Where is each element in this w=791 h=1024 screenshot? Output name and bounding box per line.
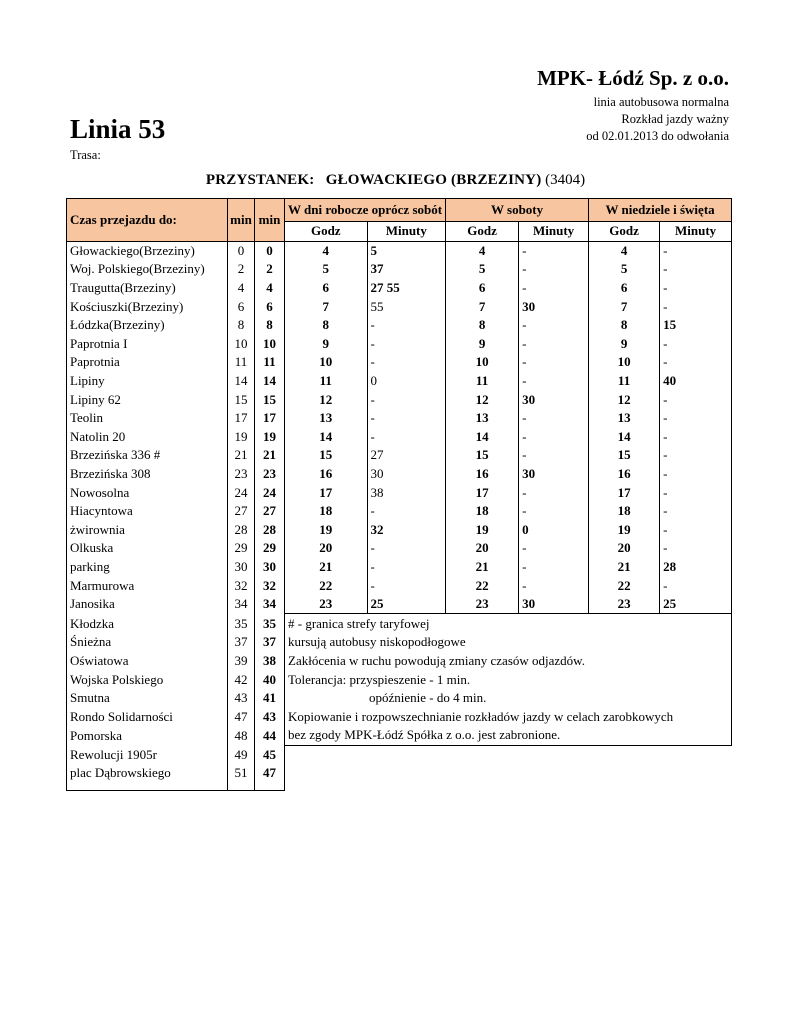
weekday-hour-cell: 19: [285, 521, 368, 540]
saturday-minutes-cell: -: [519, 483, 589, 502]
note-text: Zakłócenia w ruchu powodują zmiany czasów odjazdów.: [285, 652, 732, 671]
saturday-hour-cell: 13: [446, 409, 519, 428]
travel-time-cell: 24: [228, 483, 255, 502]
travel-time-cell: 17: [228, 409, 255, 428]
weekday-hour-cell: 17: [285, 483, 368, 502]
stop-name: GŁOWACKIEGO (BRZEZINY): [325, 172, 542, 188]
sunday-hour-cell: 22: [589, 576, 660, 595]
table-row: [67, 316, 732, 335]
table-row: [67, 521, 732, 540]
weekday-minutes-cell: -: [367, 409, 446, 428]
line-title: Linia 53: [70, 114, 166, 144]
stop-name-cell: Wojska Polskiego: [67, 670, 228, 689]
table-row: [67, 428, 732, 447]
sunday-minutes-cell: -: [660, 428, 732, 447]
weekday-hour-cell: 23: [285, 595, 368, 614]
travel-time-bold-cell: 23: [255, 465, 285, 484]
table-row: [67, 483, 732, 502]
sunday-hour-cell: 4: [589, 241, 660, 260]
sunday-hour-cell: 18: [589, 502, 660, 521]
table-row: [67, 689, 732, 708]
sunday-hour-cell: 7: [589, 297, 660, 316]
weekday-minutes-cell: 27 55: [367, 279, 446, 298]
note-text: kursują autobusy niskopodłogowe: [285, 633, 732, 652]
travel-time-bold-cell: 19: [255, 428, 285, 447]
valid-range: od 02.01.2013 do odwołania: [586, 129, 729, 143]
travel-time-cell: 32: [228, 576, 255, 595]
sunday-hour-cell: 21: [589, 558, 660, 577]
travel-time-bold-cell: 29: [255, 539, 285, 558]
travel-time-bold-cell: 40: [255, 670, 285, 689]
weekday-hour-cell: 16: [285, 465, 368, 484]
travel-time-bold-cell: 0: [255, 241, 285, 260]
travel-time-bold-cell: 21: [255, 446, 285, 465]
weekday-minutes-cell: 25: [367, 595, 446, 614]
travel-time-bold-cell: 47: [255, 764, 285, 791]
stop-name-cell: Głowackiego(Brzeziny): [67, 241, 228, 260]
weekday-minutes-cell: 32: [367, 521, 446, 540]
table-row: [67, 372, 732, 391]
travel-time-cell: 51: [228, 764, 255, 791]
travel-time-cell: 10: [228, 335, 255, 354]
hour-subheader: Godz: [446, 222, 519, 242]
stop-header: [0, 172, 791, 189]
table-row: [67, 595, 732, 614]
weekday-minutes-cell: 38: [367, 483, 446, 502]
minutes-subheader: Minuty: [660, 222, 732, 242]
table-row: [67, 409, 732, 428]
travel-time-bold-cell: 43: [255, 707, 285, 726]
saturday-minutes-cell: -: [519, 446, 589, 465]
weekday-hour-cell: 22: [285, 576, 368, 595]
weekday-hour-cell: 9: [285, 335, 368, 354]
saturday-minutes-cell: -: [519, 558, 589, 577]
saturday-hour-cell: 20: [446, 539, 519, 558]
table-row: [67, 446, 732, 465]
stop-name-cell: Olkuska: [67, 539, 228, 558]
sunday-hour-cell: 5: [589, 260, 660, 279]
valid-label: Rozkład jazdy ważny: [621, 112, 729, 126]
saturday-hour-cell: 10: [446, 353, 519, 372]
travel-time-bold-cell: 8: [255, 316, 285, 335]
travel-time-bold-cell: 27: [255, 502, 285, 521]
col-min-bold-header: min: [255, 199, 285, 242]
travel-time-bold-cell: 10: [255, 335, 285, 354]
table-row: [67, 539, 732, 558]
table-row: [67, 279, 732, 298]
weekday-minutes-cell: -: [367, 558, 446, 577]
travel-time-cell: 29: [228, 539, 255, 558]
stop-name-cell: Lipiny 62: [67, 390, 228, 409]
route-label: Trasa:: [70, 148, 101, 162]
table-row: [67, 726, 732, 745]
sunday-minutes-cell: -: [660, 279, 732, 298]
sunday-hour-cell: 19: [589, 521, 660, 540]
sunday-hour-cell: 10: [589, 353, 660, 372]
travel-time-cell: 43: [228, 689, 255, 708]
stop-name-cell: Hiacyntowa: [67, 502, 228, 521]
table-row: [67, 353, 732, 372]
empty-cell: [285, 745, 732, 764]
sunday-hour-cell: 11: [589, 372, 660, 391]
stop-name-cell: Brzezińska 336 #: [67, 446, 228, 465]
stop-name-cell: plac Dąbrowskiego: [67, 764, 228, 791]
sunday-minutes-cell: -: [660, 335, 732, 354]
weekday-minutes-cell: 27: [367, 446, 446, 465]
travel-time-cell: 8: [228, 316, 255, 335]
travel-time-bold-cell: 34: [255, 595, 285, 614]
sunday-minutes-cell: -: [660, 521, 732, 540]
stop-name-cell: Łódzka(Brzeziny): [67, 316, 228, 335]
travel-time-cell: 30: [228, 558, 255, 577]
weekday-hour-cell: 14: [285, 428, 368, 447]
table-row: [67, 764, 732, 791]
table-row: [67, 670, 732, 689]
travel-time-cell: 6: [228, 297, 255, 316]
weekday-hour-cell: 21: [285, 558, 368, 577]
saturday-minutes-cell: -: [519, 353, 589, 372]
weekday-minutes-cell: 37: [367, 260, 446, 279]
note-text: Kopiowanie i rozpowszechnianie rozkładów jazdy w celach zarobkowych: [285, 707, 732, 726]
weekday-hour-cell: 20: [285, 539, 368, 558]
saturday-hour-cell: 15: [446, 446, 519, 465]
travel-time-cell: 39: [228, 652, 255, 671]
saturday-minutes-cell: -: [519, 279, 589, 298]
stop-name-cell: Traugutta(Brzeziny): [67, 279, 228, 298]
travel-time-cell: 15: [228, 390, 255, 409]
sunday-hour-cell: 12: [589, 390, 660, 409]
stop-name-cell: Natolin 20: [67, 428, 228, 447]
sunday-minutes-cell: -: [660, 297, 732, 316]
stop-name-cell: Janosika: [67, 595, 228, 614]
weekday-hour-cell: 7: [285, 297, 368, 316]
sunday-minutes-cell: -: [660, 260, 732, 279]
stop-name-cell: Paprotnia: [67, 353, 228, 372]
saturday-hour-cell: 7: [446, 297, 519, 316]
sunday-hour-cell: 15: [589, 446, 660, 465]
sunday-hour-cell: 14: [589, 428, 660, 447]
travel-time-cell: 48: [228, 726, 255, 745]
saturday-minutes-cell: -: [519, 502, 589, 521]
stop-name-cell: parking: [67, 558, 228, 577]
travel-time-bold-cell: 35: [255, 614, 285, 633]
travel-time-bold-cell: 14: [255, 372, 285, 391]
saturday-hour-cell: 23: [446, 595, 519, 614]
saturday-minutes-cell: 30: [519, 297, 589, 316]
stop-name-cell: Rondo Solidarności: [67, 707, 228, 726]
saturday-hour-cell: 18: [446, 502, 519, 521]
minutes-subheader: Minuty: [367, 222, 446, 242]
table-row: [67, 745, 732, 764]
travel-time-bold-cell: 37: [255, 633, 285, 652]
saturday-minutes-cell: -: [519, 335, 589, 354]
sunday-minutes-cell: -: [660, 502, 732, 521]
saturday-hour-cell: 22: [446, 576, 519, 595]
table-row: [67, 390, 732, 409]
minutes-subheader: Minuty: [519, 222, 589, 242]
day-type-header: W soboty: [446, 199, 589, 222]
weekday-minutes-cell: -: [367, 502, 446, 521]
weekday-minutes-cell: -: [367, 576, 446, 595]
saturday-hour-cell: 19: [446, 521, 519, 540]
stop-label: PRZYSTANEK:: [205, 172, 315, 188]
travel-time-cell: 27: [228, 502, 255, 521]
weekday-minutes-cell: -: [367, 335, 446, 354]
sunday-minutes-cell: -: [660, 539, 732, 558]
sunday-minutes-cell: -: [660, 483, 732, 502]
sunday-minutes-cell: 40: [660, 372, 732, 391]
sunday-minutes-cell: -: [660, 353, 732, 372]
stop-name-cell: Śnieżna: [67, 633, 228, 652]
hour-subheader: Godz: [589, 222, 660, 242]
travel-time-cell: 4: [228, 279, 255, 298]
hour-subheader: Godz: [285, 222, 368, 242]
saturday-minutes-cell: 0: [519, 521, 589, 540]
empty-cell: [285, 764, 732, 791]
saturday-hour-cell: 12: [446, 390, 519, 409]
travel-time-bold-cell: 15: [255, 390, 285, 409]
saturday-minutes-cell: -: [519, 260, 589, 279]
weekday-hour-cell: 5: [285, 260, 368, 279]
weekday-hour-cell: 4: [285, 241, 368, 260]
travel-time-cell: 35: [228, 614, 255, 633]
stop-name-cell: Marmurowa: [67, 576, 228, 595]
saturday-minutes-cell: -: [519, 316, 589, 335]
note-text: Tolerancja: przyspieszenie - 1 min.: [285, 670, 732, 689]
saturday-hour-cell: 21: [446, 558, 519, 577]
saturday-minutes-cell: 30: [519, 595, 589, 614]
saturday-hour-cell: 16: [446, 465, 519, 484]
travel-time-bold-cell: 45: [255, 745, 285, 764]
saturday-hour-cell: 17: [446, 483, 519, 502]
saturday-minutes-cell: 30: [519, 465, 589, 484]
travel-time-bold-cell: 41: [255, 689, 285, 708]
line-type: linia autobusowa normalna: [593, 95, 729, 109]
saturday-hour-cell: 14: [446, 428, 519, 447]
table-row: [67, 576, 732, 595]
saturday-hour-cell: 11: [446, 372, 519, 391]
col-min-header: min: [228, 199, 255, 242]
weekday-minutes-cell: -: [367, 428, 446, 447]
sunday-hour-cell: 13: [589, 409, 660, 428]
weekday-minutes-cell: -: [367, 539, 446, 558]
weekday-hour-cell: 12: [285, 390, 368, 409]
sunday-minutes-cell: -: [660, 409, 732, 428]
saturday-hour-cell: 8: [446, 316, 519, 335]
sunday-hour-cell: 23: [589, 595, 660, 614]
sunday-hour-cell: 16: [589, 465, 660, 484]
saturday-minutes-cell: -: [519, 372, 589, 391]
travel-time-bold-cell: 30: [255, 558, 285, 577]
travel-time-bold-cell: 24: [255, 483, 285, 502]
travel-time-bold-cell: 2: [255, 260, 285, 279]
weekday-hour-cell: 13: [285, 409, 368, 428]
table-row: [67, 633, 732, 652]
table-row: [67, 614, 732, 633]
table-row: [67, 558, 732, 577]
weekday-minutes-cell: -: [367, 390, 446, 409]
sunday-minutes-cell: -: [660, 390, 732, 409]
travel-time-bold-cell: 4: [255, 279, 285, 298]
travel-time-bold-cell: 32: [255, 576, 285, 595]
weekday-minutes-cell: 5: [367, 241, 446, 260]
note-text: opóźnienie - do 4 min.: [285, 689, 732, 708]
sunday-hour-cell: 6: [589, 279, 660, 298]
stop-name-cell: Teolin: [67, 409, 228, 428]
saturday-minutes-cell: -: [519, 409, 589, 428]
weekday-hour-cell: 8: [285, 316, 368, 335]
saturday-hour-cell: 9: [446, 335, 519, 354]
travel-time-cell: 0: [228, 241, 255, 260]
travel-time-cell: 42: [228, 670, 255, 689]
travel-time-bold-cell: 17: [255, 409, 285, 428]
table-row: [67, 465, 732, 484]
saturday-hour-cell: 4: [446, 241, 519, 260]
table-row: [67, 652, 732, 671]
travel-time-cell: 37: [228, 633, 255, 652]
travel-time-bold-cell: 44: [255, 726, 285, 745]
stop-name-cell: Oświatowa: [67, 652, 228, 671]
timetable: [66, 198, 732, 791]
travel-time-bold-cell: 38: [255, 652, 285, 671]
stop-name-cell: Nowosolna: [67, 483, 228, 502]
note-text: bez zgody MPK-Łódź Spółka z o.o. jest zabronione.: [285, 726, 732, 745]
saturday-hour-cell: 6: [446, 279, 519, 298]
company-name: MPK- Łódź Sp. z o.o.: [537, 66, 729, 90]
day-type-header: W niedziele i święta: [589, 199, 732, 222]
stop-name-cell: żwirownia: [67, 521, 228, 540]
stop-name-cell: Brzezińska 308: [67, 465, 228, 484]
col-travel-header: Czas przejazdu do:: [67, 199, 228, 242]
stop-name-cell: Kłodzka: [67, 614, 228, 633]
stop-name-cell: Lipiny: [67, 372, 228, 391]
table-row: [67, 297, 732, 316]
travel-time-cell: 23: [228, 465, 255, 484]
stop-name-cell: Smutna: [67, 689, 228, 708]
travel-time-cell: 11: [228, 353, 255, 372]
saturday-minutes-cell: -: [519, 576, 589, 595]
sunday-minutes-cell: -: [660, 465, 732, 484]
table-row: [67, 502, 732, 521]
sunday-minutes-cell: 28: [660, 558, 732, 577]
travel-time-cell: 21: [228, 446, 255, 465]
weekday-minutes-cell: 30: [367, 465, 446, 484]
table-row: [67, 707, 732, 726]
note-text: # - granica strefy taryfowej: [285, 614, 732, 633]
stop-name-cell: Kościuszki(Brzeziny): [67, 297, 228, 316]
sunday-minutes-cell: 15: [660, 316, 732, 335]
saturday-minutes-cell: 30: [519, 390, 589, 409]
travel-time-cell: 34: [228, 595, 255, 614]
saturday-hour-cell: 5: [446, 260, 519, 279]
weekday-hour-cell: 10: [285, 353, 368, 372]
stop-name-cell: Paprotnia I: [67, 335, 228, 354]
travel-time-bold-cell: 28: [255, 521, 285, 540]
weekday-minutes-cell: 55: [367, 297, 446, 316]
saturday-minutes-cell: -: [519, 539, 589, 558]
weekday-hour-cell: 6: [285, 279, 368, 298]
table-row: [67, 335, 732, 354]
weekday-hour-cell: 18: [285, 502, 368, 521]
weekday-minutes-cell: -: [367, 353, 446, 372]
stop-name-cell: Rewolucji 1905r: [67, 745, 228, 764]
travel-time-bold-cell: 11: [255, 353, 285, 372]
travel-time-bold-cell: 6: [255, 297, 285, 316]
travel-time-cell: 28: [228, 521, 255, 540]
weekday-hour-cell: 11: [285, 372, 368, 391]
weekday-minutes-cell: 0: [367, 372, 446, 391]
stop-name-cell: Woj. Polskiego(Brzeziny): [67, 260, 228, 279]
travel-time-cell: 19: [228, 428, 255, 447]
sunday-hour-cell: 8: [589, 316, 660, 335]
travel-time-cell: 49: [228, 745, 255, 764]
timetable-header-row: [67, 199, 732, 222]
saturday-minutes-cell: -: [519, 428, 589, 447]
table-row: [67, 241, 732, 260]
weekday-hour-cell: 15: [285, 446, 368, 465]
saturday-minutes-cell: -: [519, 241, 589, 260]
sunday-minutes-cell: -: [660, 446, 732, 465]
sunday-hour-cell: 17: [589, 483, 660, 502]
sunday-minutes-cell: 25: [660, 595, 732, 614]
sunday-hour-cell: 20: [589, 539, 660, 558]
travel-time-cell: 14: [228, 372, 255, 391]
stop-code: (3404): [545, 172, 586, 188]
sunday-minutes-cell: -: [660, 576, 732, 595]
travel-time-cell: 2: [228, 260, 255, 279]
sunday-hour-cell: 9: [589, 335, 660, 354]
day-type-header: W dni robocze oprócz sobót: [285, 199, 446, 222]
table-row: [67, 260, 732, 279]
travel-time-cell: 47: [228, 707, 255, 726]
stop-name-cell: Pomorska: [67, 726, 228, 745]
sunday-minutes-cell: -: [660, 241, 732, 260]
weekday-minutes-cell: -: [367, 316, 446, 335]
